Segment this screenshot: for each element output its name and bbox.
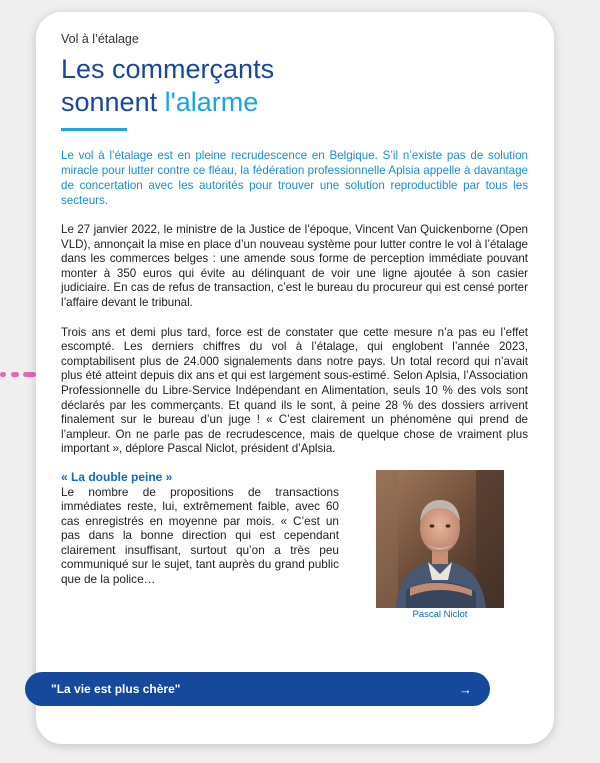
lower-section — [61, 470, 528, 624]
read-more-label: "La vie est plus chère" — [51, 682, 181, 696]
article-paragraph-1: Le 27 janvier 2022, le ministre de la Justice de l’époque, Vincent Van Quickenborne (Open VLD), annonçait la mise en place d’un nouveau système pour lutter contre le vol à l’étalage dans les commerces belges : une amende sous forme de perception immédiate pouvant monter à 350 euros qui évite au délinquant de voir une ligne ajoutée à son casier judiciaire. En cas de refus de transaction, c’est le bureau du procureur qui est censé porter l’affaire devant le tribunal. — [61, 223, 528, 309]
side-text — [61, 470, 339, 587]
photo-caption: Pascal Niclot — [412, 608, 468, 620]
article-paragraph-3: Le nombre de propositions de transactions immédiates reste, lui, extrêmement faible, avec 60 cas enregistrés en moyenne par mois. « C’est un pas dans la bonne direction qui est cependant clairement insuffisant, surtout qu’on a très peu communiqué sur le sujet, tant auprès du grand public que de la police… — [61, 484, 339, 586]
article-card — [36, 12, 554, 744]
article-lead: Le vol à l’étalage est en pleine recrudescence en Belgique. S’il n’existe pas de solution miracle pour lutter contre ce fléau, la fédération professionnelle Aplsia appelle à davantage de concertation avec les autorités pour trouver une solution reproductible par tous les secteurs. — [61, 149, 528, 207]
title-underline — [61, 128, 127, 131]
decorative-dashes — [0, 372, 36, 378]
photo-figure — [376, 470, 504, 620]
title-line-2-plain: sonnent — [61, 87, 158, 117]
article-kicker: Vol à l’étalage — [61, 32, 139, 46]
arrow-right-icon: → — [459, 681, 472, 697]
title-line-1: Les commerçants — [61, 54, 275, 84]
article-title — [61, 53, 528, 119]
article-subheading: « La double peine » — [61, 469, 173, 484]
article-paragraph-2: Trois ans et demi plus tard, force est de constater que cette mesure n’a pas eu l’effet escompté. Les derniers chiffres du vol à l’étalage, qui englobent l’année 2023, comptabilisent plus de 24.000 signalements dans notre pays. Un total record qui n’avait plus été atteint depuis dix ans et qui est largement sous-estimé. Selon Aplsia, l’Association Professionnelle du Libre-Service Indépendant en Alimentation, seuls 10 % des vols sont déclarés par les commerçants. Et quand ils le sont, à peine 28 % des dossiers arrivent finalement sur le bureau d’un juge ! « C’est clairement un phénomène qui prend de l’ampleur. On ne parle pas de recrudescence, mais de quelque chose de vraiment plus important », déplore Pascal Niclot, président d’Aplsia. — [61, 325, 528, 456]
read-more-button[interactable] — [25, 672, 490, 706]
portrait-photo — [376, 470, 504, 608]
title-line-2-accent: l'alarme — [164, 87, 259, 117]
